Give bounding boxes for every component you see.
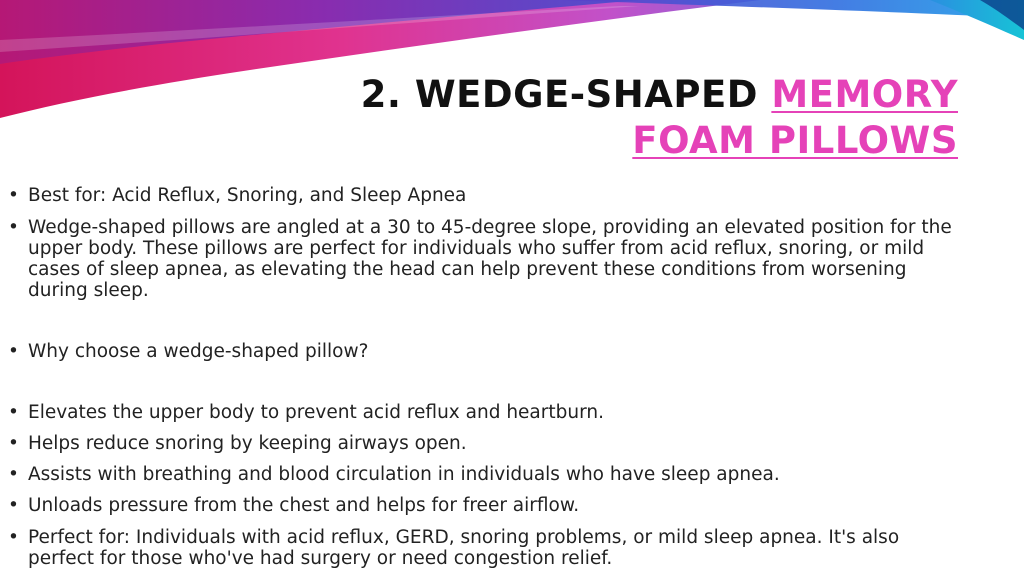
bullet-unloads <box>8 495 958 516</box>
bullet-text: Helps reduce snoring by keeping airways open. <box>28 433 467 454</box>
bullet-why-choose <box>8 341 958 362</box>
bullet-snoring <box>8 433 958 454</box>
bullet-dot: • <box>8 217 19 238</box>
bullet-dot: • <box>8 464 19 485</box>
bullet-text: Best for: Acid Reflux, Snoring, and Sleep Apnea <box>28 185 467 206</box>
bullet-best-for <box>8 185 958 206</box>
bullet-dot: • <box>8 495 19 516</box>
bullet-dot: • <box>8 527 19 548</box>
bullet-dot: • <box>8 341 19 362</box>
bullet-dot: • <box>8 185 19 206</box>
bullet-text: Perfect for: Individuals with acid reflux, GERD, snoring problems, or mild sleep apnea. It's also perfect for those who've had surgery or need congestion relief. <box>28 527 900 569</box>
bullet-breathing <box>8 464 958 485</box>
bullet-dot: • <box>8 402 19 423</box>
title-prefix: 2. WEDGE-SHAPED <box>360 73 772 116</box>
bullet-text: Wedge-shaped pillows are angled at a 30 to 45-degree slope, providing an elevated position for the upper body. These pillows are perfect for individuals who suffer from acid reflux, snoring, or mild cases of sleep apnea, as elevating the head can help prevent these conditions from worsening during sleep. <box>28 217 952 301</box>
bullet-dot: • <box>8 433 19 454</box>
bullet-text: Unloads pressure from the chest and helps for freer airflow. <box>28 495 580 516</box>
bullet-text: Why choose a wedge-shaped pillow? <box>28 341 369 362</box>
bullet-elevates <box>8 402 958 423</box>
bullet-text: Assists with breathing and blood circulation in individuals who have sleep apnea. <box>28 464 780 485</box>
title-link-foam-pillows[interactable]: FOAM PILLOWS <box>632 119 958 162</box>
bullet-perfect-for <box>8 527 958 569</box>
title-link-memory[interactable]: MEMORY <box>771 73 958 116</box>
bullet-description <box>8 217 958 301</box>
bullet-text: Elevates the upper body to prevent acid reflux and heartburn. <box>28 402 604 423</box>
